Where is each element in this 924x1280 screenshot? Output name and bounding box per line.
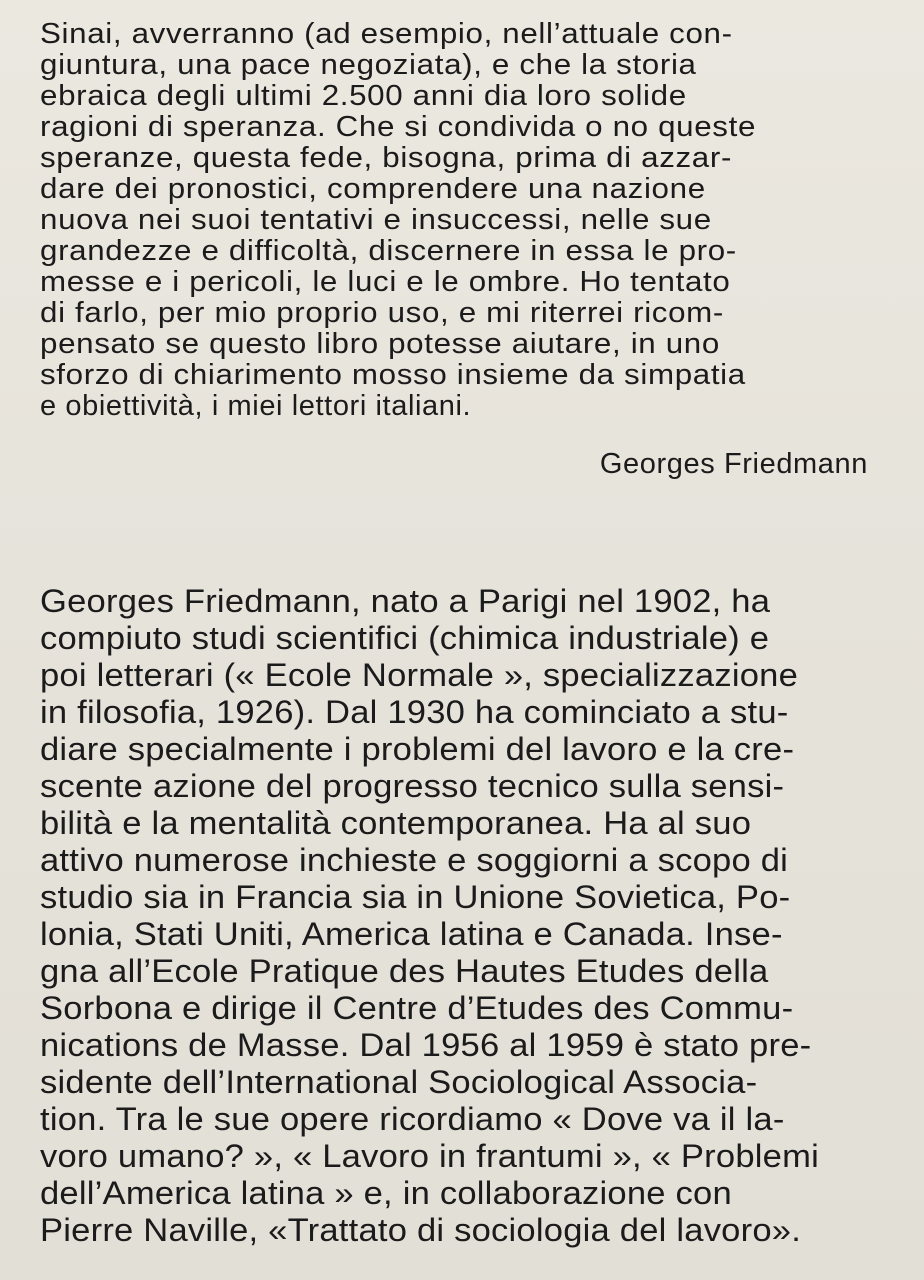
preface-line: di farlo, per mio proprio uso, e mi riterrei ricom- bbox=[40, 297, 724, 329]
preface-line: ebraica degli ultimi 2.500 anni dia loro solide bbox=[40, 80, 687, 112]
preface-line: sforzo di chiarimento mosso insieme da simpatia bbox=[40, 359, 746, 391]
bio-line: voro umano? », « Lavoro in frantumi », « Problemi bbox=[40, 1138, 820, 1174]
bio-line: lonia, Stati Uniti, America latina e Canada. Inse- bbox=[40, 916, 783, 952]
bio-line: dell’America latina » e, in collaborazione con bbox=[40, 1175, 732, 1211]
bio-line: nications de Masse. Dal 1956 al 1959 è stato pre- bbox=[40, 1027, 812, 1063]
bio-line: compiuto studi scientifici (chimica industriale) e bbox=[40, 620, 770, 656]
preface-line: nuova nei suoi tentativi e insuccessi, nelle sue bbox=[40, 204, 712, 236]
preface-line: messe e i pericoli, le luci e le ombre. Ho tentato bbox=[40, 266, 731, 298]
preface-line: pensato se questo libro potesse aiutare, in uno bbox=[40, 328, 720, 360]
preface-line: ragioni di speranza. Che si condivida o no queste bbox=[40, 111, 757, 143]
preface-line: Sinai, avverranno (ad esempio, nell’attuale con- bbox=[40, 18, 733, 50]
bio-line: Georges Friedmann, nato a Parigi nel 1902, ha bbox=[40, 583, 771, 619]
preface-line: giuntura, una pace negoziata), e che la storia bbox=[40, 49, 697, 81]
bio-line: scente azione del progresso tecnico sulla sensi- bbox=[40, 768, 785, 804]
bio-line: in filosofia, 1926). Dal 1930 ha cominciato a stu- bbox=[40, 694, 789, 730]
bio-line: diare specialmente i problemi del lavoro e la cre- bbox=[40, 731, 795, 767]
bio-line: Pierre Naville, «Trattato di sociologia del lavoro». bbox=[40, 1212, 802, 1248]
bio-line: sidente dell’International Sociological Associa- bbox=[40, 1064, 758, 1100]
preface-line: e obiettività, i miei lettori italiani. bbox=[40, 390, 472, 422]
bio-line: Sorbona e dirige il Centre d’Etudes des Commu- bbox=[40, 990, 794, 1026]
author-signature: Georges Friedmann bbox=[599, 448, 868, 480]
bio-line: tion. Tra le sue opere ricordiamo « Dove va il la- bbox=[40, 1101, 785, 1137]
preface-line: dare dei pronostici, comprendere una nazione bbox=[40, 173, 706, 205]
preface-line: speranze, questa fede, bisogna, prima di azzar- bbox=[40, 142, 733, 174]
bio-line: studio sia in Francia sia in Unione Sovietica, Po- bbox=[40, 879, 791, 915]
bio-line: attivo numerose inchieste e soggiorni a scopo di bbox=[40, 842, 789, 878]
preface-line: grandezze e difficoltà, discernere in essa le pro- bbox=[40, 235, 737, 267]
bio-line: gna all’Ecole Pratique des Hautes Etudes della bbox=[40, 953, 769, 989]
bio-line: bilità e la mentalità contemporanea. Ha al suo bbox=[40, 805, 752, 841]
bio-line: poi letterari (« Ecole Normale », specializzazione bbox=[40, 657, 799, 693]
